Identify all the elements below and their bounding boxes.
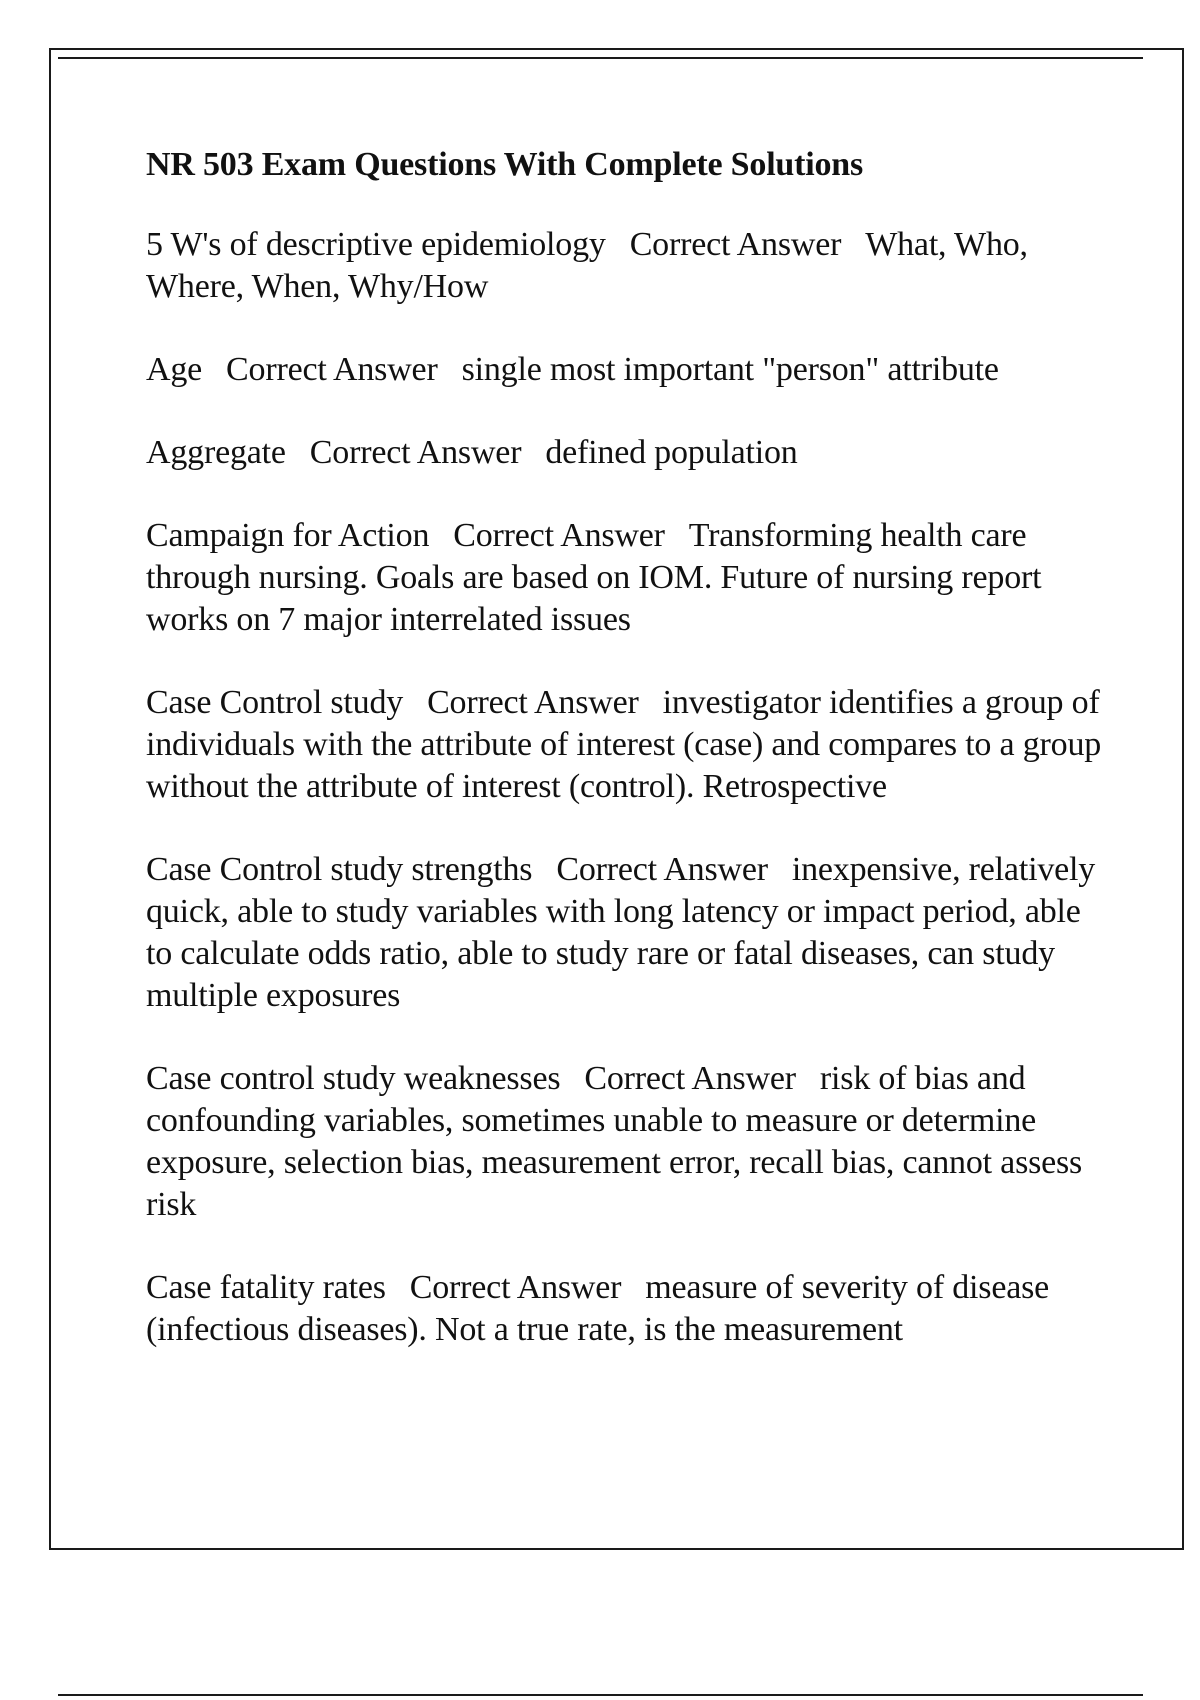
entry-answer: What, Who, Where, When, Why/How	[146, 226, 1028, 305]
answer-label: Correct Answer	[453, 517, 665, 554]
entry-term: Case fatality rates	[146, 1269, 386, 1306]
qa-entry	[146, 849, 1106, 1017]
entry-term: Aggregate	[146, 434, 286, 471]
entry-answer: single most important "person" attribute	[461, 351, 999, 388]
entry-term: Case Control study strengths	[146, 851, 533, 888]
entry-term: Case control study weaknesses	[146, 1060, 561, 1097]
entry-term: Case Control study	[146, 684, 404, 721]
answer-label: Correct Answer	[556, 851, 768, 888]
qa-entry	[146, 682, 1106, 808]
qa-entry	[146, 515, 1106, 641]
entry-answer: defined population	[545, 434, 798, 471]
top-rule	[58, 57, 1143, 59]
answer-label: Correct Answer	[409, 1269, 622, 1306]
entry-answer: inexpensive, relatively quick, able to study variables with long latency or impact period, able to calculate odds ratio, able to study rare or fatal diseases, can study multiple exposures	[146, 851, 1096, 1014]
entry-term: Campaign for Action	[146, 517, 430, 554]
answer-label: Correct Answer	[584, 1060, 796, 1097]
entry-term: 5 W's of descriptive epidemiology	[146, 226, 606, 263]
answer-label: Correct Answer	[629, 226, 842, 263]
entry-answer: investigator identifies a group of individuals with the attribute of interest (case) and compares to a group without the attribute of interest (control). Retrospective	[146, 684, 1102, 805]
entry-answer: risk of bias and confounding variables, sometimes unable to measure or determine exposure, selection bias, measurement error, recall bias, cannot assess risk	[146, 1060, 1083, 1223]
qa-entry	[146, 1058, 1106, 1226]
entry-term: Age	[146, 351, 203, 388]
document-body	[146, 144, 1106, 1392]
entry-answer: Transforming health care through nursing. Goals are based on IOM. Future of nursing report works on 7 major interrelated issues	[146, 517, 1042, 638]
qa-entry	[146, 224, 1106, 308]
qa-entry	[146, 432, 1106, 474]
document-title: NR 503 Exam Questions With Complete Solutions	[146, 146, 864, 183]
bottom-rule	[58, 1694, 1143, 1696]
answer-label: Correct Answer	[226, 351, 438, 388]
qa-entry	[146, 1267, 1106, 1351]
entry-answer: measure of severity of disease (infectious diseases). Not a true rate, is the measurement	[146, 1269, 1050, 1348]
answer-label: Correct Answer	[309, 434, 522, 471]
answer-label: Correct Answer	[427, 684, 639, 721]
qa-entry	[146, 349, 1106, 391]
